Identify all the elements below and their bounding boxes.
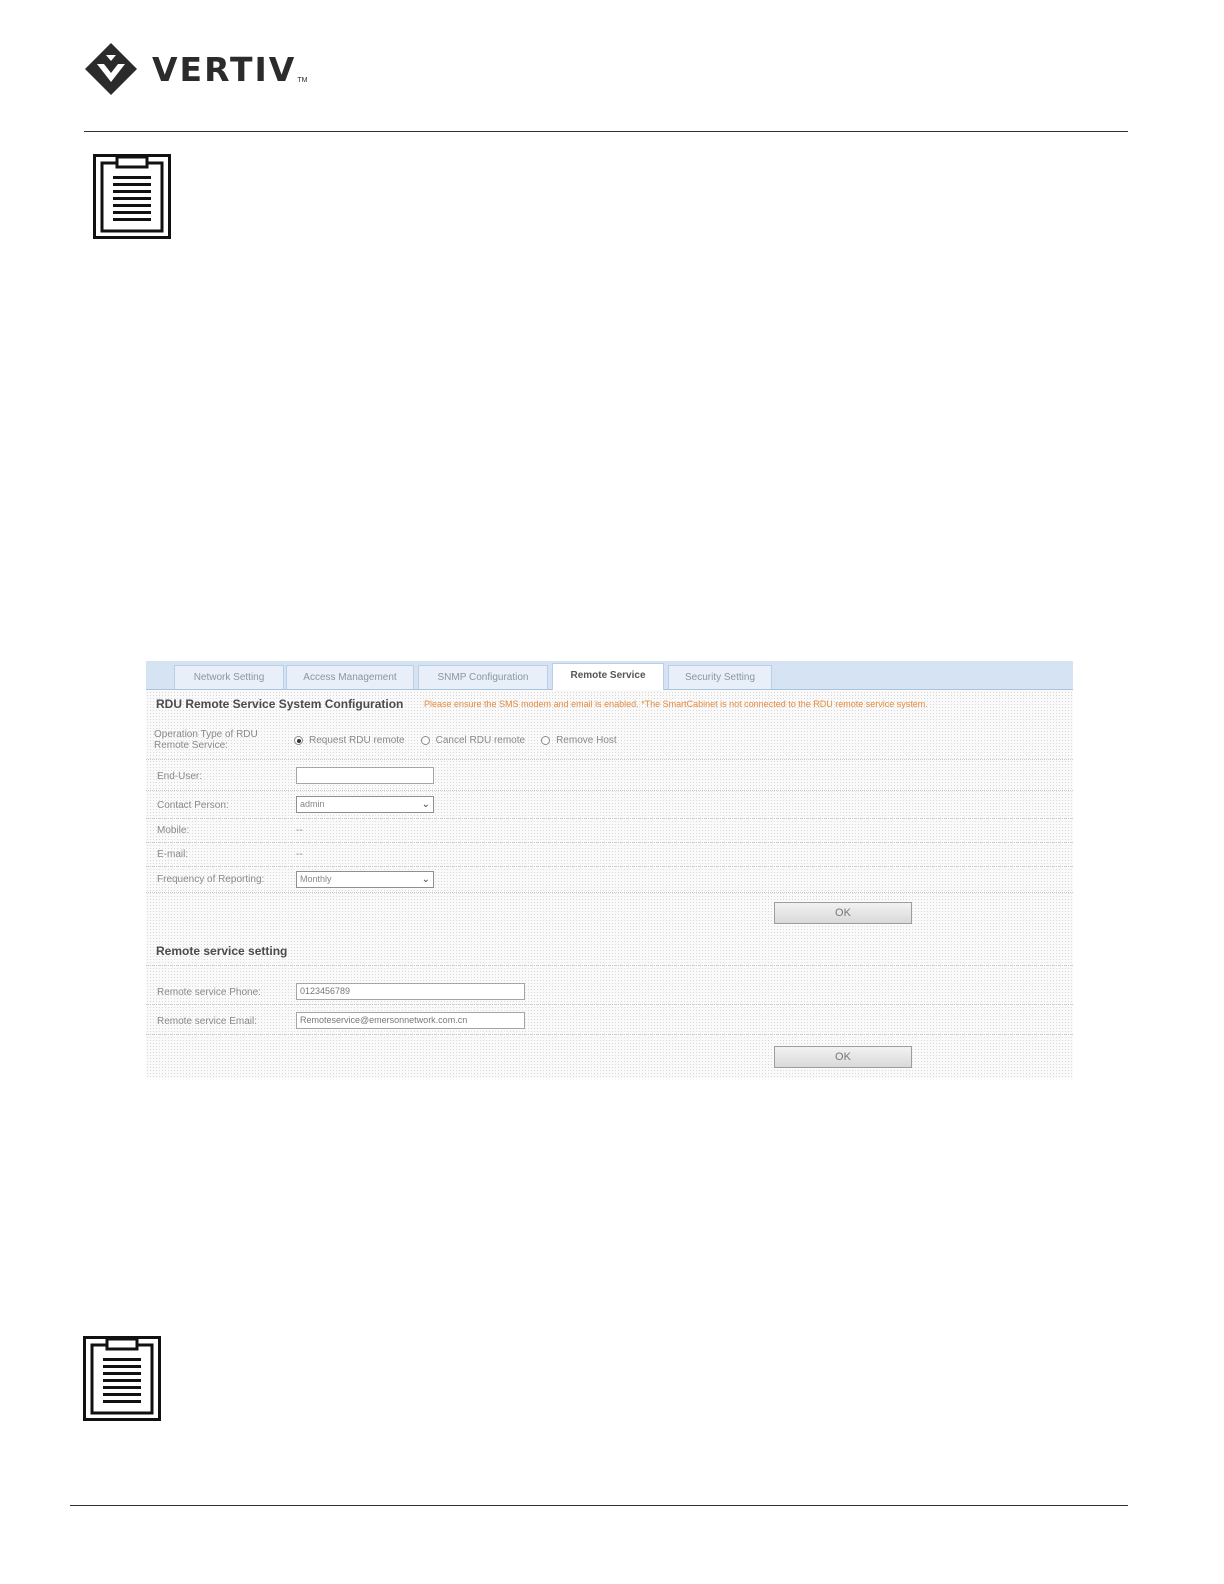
- config-title: RDU Remote Service System Configuration: [156, 697, 404, 711]
- remote-title-row: [146, 935, 1073, 966]
- footer-rule: [70, 1505, 1128, 1506]
- end-user-field[interactable]: [296, 767, 434, 784]
- phone-label: Remote service Phone:: [157, 987, 261, 998]
- email-value: --: [296, 849, 303, 860]
- radio-remove-host[interactable]: [541, 735, 617, 746]
- mobile-value: --: [296, 825, 303, 836]
- note-clipboard-icon: [93, 154, 171, 239]
- frequency-label: Frequency of Reporting:: [157, 874, 265, 885]
- frequency-row: [146, 868, 1073, 893]
- tab-bar: [146, 661, 1073, 690]
- tab-snmp-configuration[interactable]: SNMP Configuration: [418, 665, 548, 689]
- radio-dot[interactable]: [421, 736, 430, 745]
- tab-security-setting[interactable]: Security Setting: [668, 665, 772, 689]
- contact-value: admin: [300, 799, 325, 809]
- frequency-select[interactable]: [296, 871, 434, 888]
- radio-cancel-rdu-remote[interactable]: [421, 735, 525, 746]
- end-user-label: End-User:: [157, 771, 203, 782]
- chevron-down-icon: ⌄: [421, 874, 430, 885]
- tab-access-management[interactable]: Access Management: [286, 665, 414, 689]
- tab-remote-service[interactable]: Remote Service: [552, 663, 664, 690]
- operation-label: Operation Type of RDU Remote Service:: [154, 729, 258, 751]
- phone-row: [146, 976, 1073, 1005]
- note-clipboard-icon: [83, 1336, 161, 1421]
- radio-label: Cancel RDU remote: [435, 735, 526, 746]
- brand-name: VERTIV: [152, 49, 297, 89]
- header-rule: [84, 131, 1128, 132]
- trademark-mark: TM: [297, 77, 308, 84]
- radio-dot[interactable]: [541, 736, 550, 745]
- warning-message: Please ensure the SMS modem and email is enabled. *The SmartCabinet is not connected to the RDU remote service system.: [424, 699, 928, 709]
- ok-button-2[interactable]: OK: [774, 1046, 912, 1068]
- mobile-row: [146, 820, 1073, 843]
- email-label: E-mail:: [157, 849, 189, 860]
- radio-dot[interactable]: [294, 736, 303, 745]
- remote-phone-field[interactable]: 0123456789: [296, 983, 525, 1000]
- email-row: [146, 844, 1073, 867]
- contact-label: Contact Person:: [157, 800, 229, 811]
- remote-service-title: Remote service setting: [156, 944, 288, 958]
- chevron-down-icon: ⌄: [421, 799, 430, 810]
- radio-request-rdu-remote[interactable]: [294, 735, 405, 746]
- frequency-value: Monthly: [300, 874, 332, 884]
- remote-service-screenshot: [146, 661, 1073, 1078]
- end-user-row: [146, 761, 1073, 791]
- contact-row: [146, 792, 1073, 819]
- tab-network-setting[interactable]: Network Setting: [174, 665, 284, 689]
- operation-radio-group: [294, 735, 617, 746]
- contact-person-select[interactable]: [296, 796, 434, 813]
- ok-button[interactable]: OK: [774, 902, 912, 924]
- vertiv-logo-icon: [84, 42, 138, 96]
- remote-email-label: Remote service Email:: [157, 1016, 258, 1027]
- vertiv-logo: [84, 42, 307, 96]
- radio-label: Remove Host: [556, 735, 617, 746]
- radio-label: Request RDU remote: [309, 735, 405, 746]
- remote-email-row: [146, 1006, 1073, 1035]
- mobile-label: Mobile:: [157, 825, 190, 836]
- remote-email-field[interactable]: Remoteservice@emersonnetwork.com.cn: [296, 1012, 525, 1029]
